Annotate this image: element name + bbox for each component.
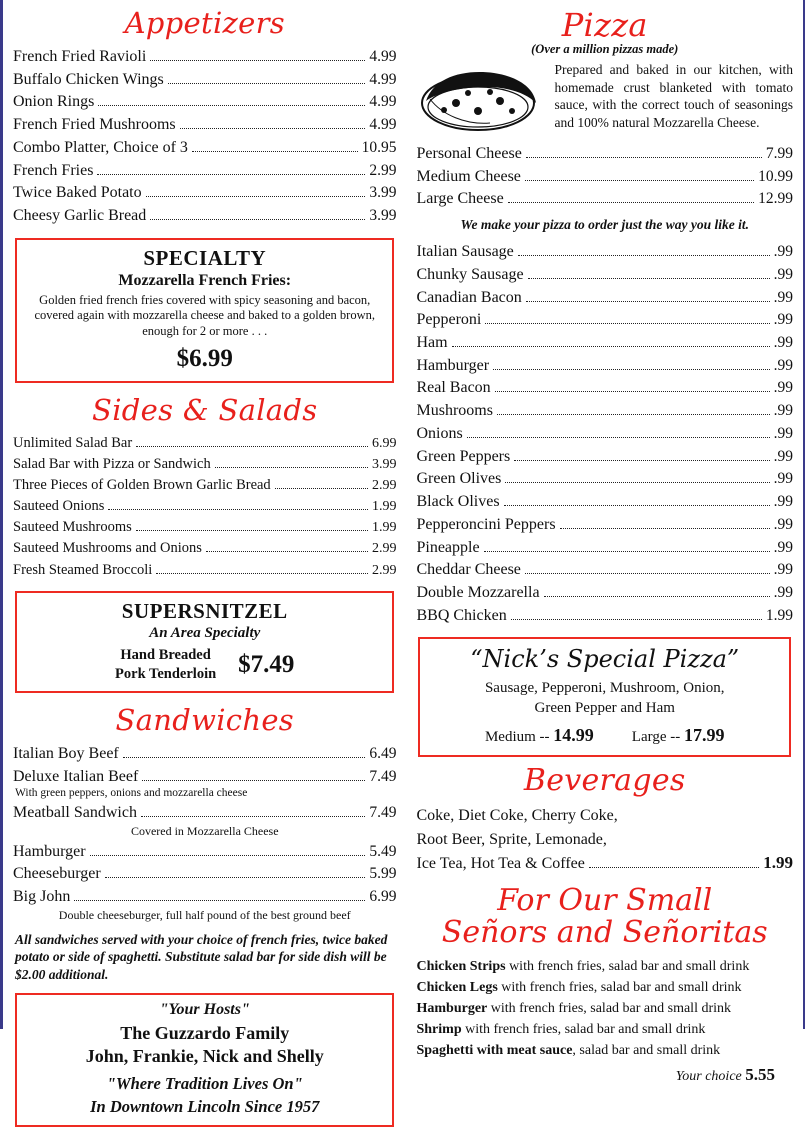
item-name: Ham: [416, 334, 448, 352]
item-name: Pineapple: [416, 538, 480, 556]
item-price: 6.99: [371, 435, 397, 451]
item-name: Pepperoni: [416, 311, 482, 329]
leader-dots: [150, 49, 365, 61]
list-item: [416, 977, 793, 998]
leader-dots: [180, 117, 366, 129]
leader-dots: [108, 499, 368, 510]
item-price: 6.99: [369, 888, 397, 905]
item-price: 7.99: [765, 145, 793, 162]
item-price: 5.99: [369, 865, 397, 883]
list-item: [13, 433, 396, 454]
item-price: 2.99: [371, 477, 397, 493]
leader-dots: [97, 162, 365, 174]
leader-dots: [452, 335, 770, 347]
leader-dots: [467, 426, 770, 438]
item-price: 6.49: [369, 745, 397, 763]
list-item: [416, 468, 793, 491]
sandwiches-footnote: All sandwiches served with your choice of french fries, twice baked potato or side of spaghetti. Substitute salad bar for side dish will be $2.00 additional.: [15, 931, 388, 982]
item-price: .99: [773, 311, 793, 329]
list-item: [13, 743, 396, 766]
list-item: [13, 182, 396, 205]
list-item: [13, 538, 396, 559]
item-name: Green Olives: [416, 470, 502, 488]
nicks-sizes-row: [428, 725, 781, 746]
pizza-intro: [416, 61, 793, 135]
nicks-large: [632, 725, 725, 746]
item-name: Three Pieces of Golden Brown Garlic Bread: [13, 476, 271, 493]
item-price: .99: [773, 265, 793, 283]
specialty-description: Golden fried french fries covered with spicy seasoning and bacon, covered again with mozzarella cheese and baked to a golden brown, enough for 2 or more . . .: [34, 292, 375, 338]
supersnitzel-subtitle: An Area Specialty: [149, 624, 261, 641]
list-item: [416, 1019, 793, 1040]
nicks-title: “Nick’s Special Pizza”: [470, 645, 740, 674]
pizza-description: Prepared and baked in our kitchen, with homemade crust blanketed with tomato sauce, with the correct touch of seasonings and 100% natural Mozzarella Cheese.: [554, 62, 793, 130]
kids-item-desc: , salad bar and small drink: [572, 1043, 721, 1059]
leader-dots: [215, 457, 368, 468]
item-name: Sauteed Mushrooms and Onions: [13, 540, 202, 557]
item-price: 2.99: [369, 161, 397, 179]
kids-item-desc: with french fries, salad bar and small drink: [487, 1001, 732, 1017]
pizza-toppings-list: [416, 241, 793, 627]
kids-item-name: Shrimp: [416, 1022, 462, 1038]
leader-dots: [141, 805, 365, 817]
right-column: [406, 0, 803, 1085]
item-name: Hamburger: [13, 842, 86, 860]
list-item: [13, 69, 396, 92]
leader-dots: [136, 435, 368, 446]
item-name: French Fried Ravioli: [13, 48, 147, 65]
list-item: [13, 454, 396, 475]
list-item: [416, 241, 793, 264]
item-price: .99: [773, 515, 793, 533]
list-item: [416, 956, 793, 977]
item-price: 10.99: [758, 167, 793, 185]
nicks-medium: [485, 725, 594, 746]
kids-heading: [416, 885, 793, 948]
leader-dots: [526, 289, 770, 301]
leader-dots: [142, 769, 365, 781]
specialty-box: [15, 238, 394, 383]
item-price: .99: [773, 447, 793, 465]
list-item: [13, 160, 396, 183]
leader-dots: [168, 72, 366, 84]
item-price: 12.99: [758, 190, 793, 208]
list-item: [416, 423, 793, 446]
item-price: 1.99: [371, 520, 397, 536]
list-item: [13, 886, 396, 909]
item-price: .99: [773, 243, 793, 261]
kids-your-choice: [416, 1065, 793, 1085]
nicks-toppings-line2: Green Pepper and Ham: [534, 699, 675, 716]
list-item: [13, 496, 396, 517]
list-item: [13, 766, 396, 789]
pizza-illustration-icon: [416, 63, 546, 135]
item-name: Sauteed Onions: [13, 498, 105, 515]
item-name: Deluxe Italian Beef: [13, 768, 139, 786]
item-name: Green Peppers: [416, 447, 511, 465]
nicks-large-label: Large --: [631, 729, 681, 746]
item-name: Fresh Steamed Broccoli: [13, 561, 153, 578]
item-price: 2.99: [371, 541, 397, 557]
item-price: 2.99: [371, 562, 397, 578]
list-item: [13, 475, 396, 496]
supersnitzel-price: $7.49: [238, 650, 295, 678]
sides-list: [13, 433, 396, 581]
hosts-quote: "Your Hosts": [159, 1001, 250, 1019]
nicks-large-price: 17.99: [684, 725, 725, 746]
item-price: .99: [773, 561, 793, 579]
list-item: [13, 91, 396, 114]
list-item: [416, 264, 793, 287]
list-item: [416, 582, 793, 605]
hosts-tradition: "Where Tradition Lives On": [106, 1074, 303, 1094]
item-name: Onions: [416, 424, 463, 442]
item-price: .99: [773, 288, 793, 306]
list-item: [13, 517, 396, 538]
item-price: .99: [773, 356, 793, 374]
item-name: Medium Cheese: [416, 167, 521, 185]
item-name: Italian Sausage: [416, 243, 514, 261]
item-name: Sauteed Mushrooms: [13, 519, 132, 536]
beverages-line2: Root Beer, Sprite, Lemonade,: [416, 830, 607, 848]
leader-dots: [511, 607, 762, 619]
item-name: French Fried Mushrooms: [13, 116, 176, 134]
sandwich-note-deluxe: With green peppers, onions and mozzarella cheese: [15, 786, 248, 799]
leader-dots: [525, 562, 770, 574]
leader-dots: [484, 539, 770, 551]
leader-dots: [589, 856, 759, 868]
pizza-sizes-list: [416, 143, 793, 211]
sandwiches-list: [13, 743, 396, 788]
leader-dots: [485, 312, 769, 324]
leader-dots: [544, 585, 770, 597]
item-name: Cheesy Garlic Bread: [13, 207, 147, 225]
sandwiches-heading: Sandwiches: [115, 703, 294, 738]
nicks-medium-price: 14.99: [553, 725, 594, 746]
list-item: [416, 400, 793, 423]
kids-item-name: Spaghetti with meat sauce: [416, 1043, 573, 1059]
sandwich-note-bigjohn: Double cheeseburger, full half pound of the best ground beef: [58, 907, 351, 922]
item-price: .99: [773, 334, 793, 352]
kids-title-line2: Señors and Señoritas: [441, 914, 768, 950]
item-price: 4.99: [369, 70, 397, 88]
hosts-family: The Guzzardo Family: [120, 1023, 290, 1044]
item-price: 1.99: [371, 499, 397, 515]
leader-dots: [192, 140, 358, 152]
item-name: Personal Cheese: [416, 145, 522, 162]
leader-dots: [275, 478, 368, 489]
list-item: [416, 143, 793, 166]
leader-dots: [90, 843, 366, 855]
list-item: [416, 537, 793, 560]
list-item: [416, 1040, 793, 1061]
nicks-medium-label: Medium --: [484, 729, 550, 746]
leader-dots: [560, 517, 770, 529]
item-price: .99: [773, 583, 793, 601]
leader-dots: [206, 541, 368, 552]
kids-choice-price: 5.55: [745, 1065, 775, 1085]
item-price: 4.99: [369, 93, 397, 111]
leader-dots: [508, 191, 754, 203]
list-item: [416, 309, 793, 332]
leader-dots: [518, 244, 770, 256]
leader-dots: [493, 358, 770, 370]
item-price: .99: [773, 424, 793, 442]
item-name: Twice Baked Potato: [13, 184, 142, 202]
item-name: Combo Platter, Choice of 3: [13, 138, 188, 156]
nicks-special-pizza-box: [418, 637, 791, 757]
list-item: [13, 46, 396, 69]
item-price: 7.49: [369, 803, 397, 821]
item-name: Cheddar Cheese: [416, 561, 521, 579]
sandwiches-list-2: [13, 802, 396, 825]
hosts-since: In Downtown Lincoln Since 1957: [90, 1096, 320, 1116]
list-item: [416, 559, 793, 582]
list-item: [416, 166, 793, 189]
beverages-line3-row: [416, 851, 793, 876]
item-price: .99: [773, 379, 793, 397]
item-name: Buffalo Chicken Wings: [13, 70, 164, 88]
appetizers-list: [13, 46, 396, 228]
list-item: [416, 332, 793, 355]
list-item: [416, 446, 793, 469]
item-price: .99: [773, 402, 793, 420]
leader-dots: [504, 494, 770, 506]
item-name: BBQ Chicken: [416, 606, 507, 624]
specialty-subtitle: Mozzarella French Fries:: [118, 271, 292, 289]
item-name: Pepperoncini Peppers: [416, 515, 556, 533]
supersnitzel-desc-line1: Hand Breaded: [120, 646, 211, 663]
beverages-heading: Beverages: [523, 763, 686, 799]
item-name: French Fries: [13, 161, 94, 179]
specialty-price: $6.99: [176, 344, 233, 372]
item-name: Large Cheese: [416, 190, 504, 208]
leader-dots: [505, 471, 769, 483]
kids-item-desc: with french fries, salad bar and small drink: [505, 959, 750, 975]
item-name: Canadian Bacon: [416, 288, 522, 306]
kids-item-name: Hamburger: [416, 1001, 488, 1017]
list-item: [13, 802, 396, 825]
beverages-line3: Ice Tea, Hot Tea & Coffee: [416, 854, 585, 872]
leader-dots: [105, 866, 366, 878]
item-price: .99: [773, 538, 793, 556]
beverages-list: [416, 804, 793, 875]
pizza-note: (Over a million pizzas made): [531, 42, 679, 56]
item-name: Cheeseburger: [13, 865, 101, 883]
leader-dots: [497, 403, 770, 415]
list-item: [416, 998, 793, 1019]
leader-dots: [525, 169, 754, 181]
list-item: [13, 863, 396, 886]
kids-item-name: Chicken Strips: [416, 959, 506, 975]
supersnitzel-description: [115, 646, 216, 684]
beverages-price: 1.99: [763, 852, 793, 872]
sandwiches-list-3: [13, 841, 396, 909]
list-item: [416, 188, 793, 211]
hosts-box: [15, 993, 394, 1127]
list-item: [416, 491, 793, 514]
appetizers-heading: Appetizers: [124, 6, 285, 40]
hosts-names: John, Frankie, Nick and Shelly: [85, 1045, 324, 1066]
item-price: 7.49: [369, 768, 397, 786]
item-name: Real Bacon: [416, 379, 491, 397]
kids-choice-label: Your choice: [675, 1069, 742, 1085]
supersnitzel-detail-row: [25, 646, 384, 684]
leader-dots: [495, 380, 770, 392]
item-name: Meatball Sandwich: [13, 803, 137, 821]
item-name: Unlimited Salad Bar: [13, 434, 133, 451]
supersnitzel-title: SUPERSNITZEL: [121, 598, 288, 623]
item-name: Onion Rings: [13, 93, 95, 111]
item-price: 5.49: [369, 842, 397, 860]
leader-dots: [98, 94, 365, 106]
leader-dots: [528, 267, 770, 279]
item-price: 3.99: [369, 184, 397, 202]
sandwich-note-meatball: Covered in Mozzarella Cheese: [130, 823, 279, 838]
leader-dots: [123, 746, 366, 758]
list-item: [416, 377, 793, 400]
supersnitzel-box: [15, 591, 394, 694]
item-price: 1.99: [765, 606, 793, 624]
list-item: [13, 114, 396, 137]
item-price: .99: [773, 470, 793, 488]
kids-item-name: Chicken Legs: [416, 980, 498, 996]
kids-list: [416, 956, 793, 1061]
leader-dots: [146, 185, 366, 197]
list-item: [416, 355, 793, 378]
kids-title-line1: For Our Small: [497, 883, 713, 919]
leader-dots: [514, 448, 769, 460]
item-price: 4.99: [369, 116, 397, 134]
list-item: [13, 137, 396, 160]
item-name: Italian Boy Beef: [13, 745, 119, 763]
list-item: [416, 287, 793, 310]
leader-dots: [156, 562, 368, 573]
item-name: Chunky Sausage: [416, 265, 524, 283]
item-name: Hamburger: [416, 356, 490, 374]
nicks-toppings-line1: Sausage, Pepperoni, Mushroom, Onion,: [484, 680, 725, 697]
pizza-made-to-order-note: We make your pizza to order just the way you like it.: [460, 217, 749, 233]
supersnitzel-desc-line2: Pork Tenderloin: [115, 665, 217, 682]
list-item: [416, 514, 793, 537]
leader-dots: [150, 208, 365, 220]
leader-dots: [136, 520, 368, 531]
leader-dots: [526, 146, 762, 158]
kids-item-desc: with french fries, salad bar and small drink: [497, 980, 742, 996]
item-price: 3.99: [371, 456, 397, 472]
list-item: [13, 841, 396, 864]
leader-dots: [74, 889, 365, 901]
item-price: .99: [773, 493, 793, 511]
item-name: Mushrooms: [416, 402, 493, 420]
left-column: [3, 0, 406, 1116]
list-item: [13, 560, 396, 581]
pizza-heading: Pizza: [561, 6, 648, 44]
item-name: Black Olives: [416, 493, 500, 511]
list-item: [13, 205, 396, 228]
kids-item-desc: with french fries, salad bar and small drink: [461, 1022, 706, 1038]
item-name: Salad Bar with Pizza or Sandwich: [13, 455, 211, 472]
item-name: Double Mozzarella: [416, 583, 540, 601]
specialty-title: SPECIALTY: [143, 245, 267, 270]
beverages-line1: Coke, Diet Coke, Cherry Coke,: [416, 807, 618, 825]
item-price: 3.99: [369, 207, 397, 225]
item-price: 4.99: [369, 48, 397, 65]
item-name: Big John: [13, 888, 71, 905]
list-item: [416, 605, 793, 628]
item-price: 10.95: [361, 138, 397, 156]
sides-heading: Sides & Salads: [92, 392, 318, 427]
